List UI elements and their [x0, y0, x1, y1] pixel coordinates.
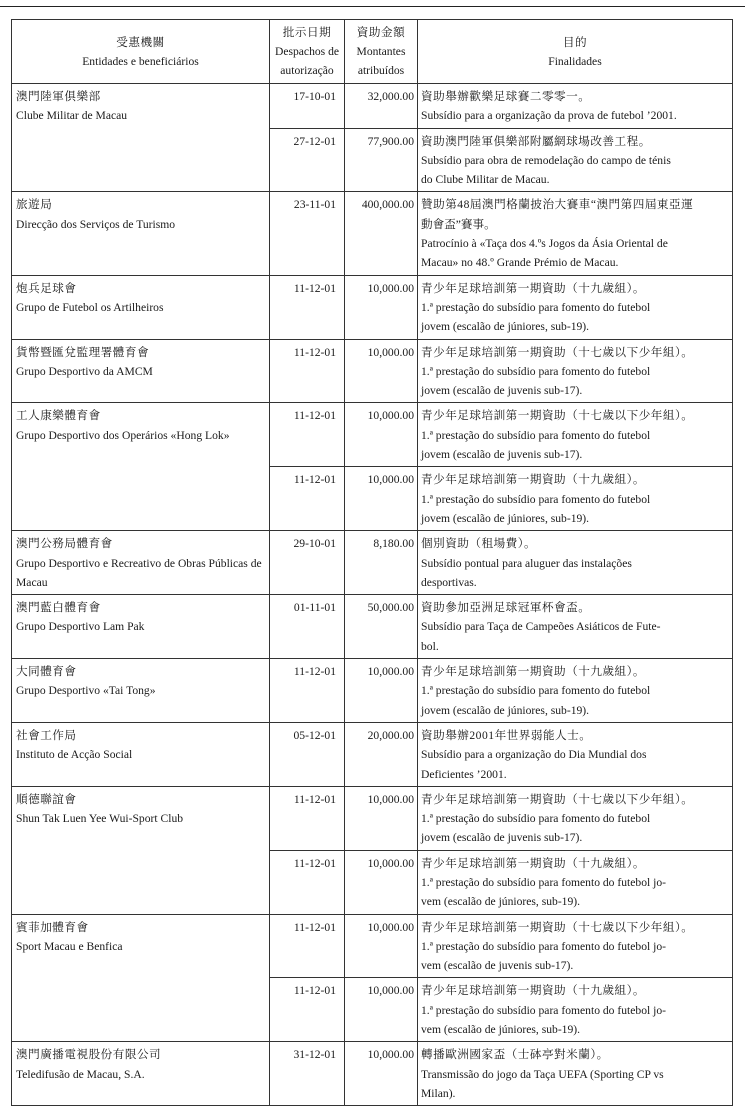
entity-name-pt: Shun Tak Luen Yee Wui-Sport Club [16, 812, 184, 826]
header-amount-zh: 資助金額 [356, 26, 406, 39]
header-date [270, 20, 345, 84]
purpose-line: 資助澳門陸軍俱樂部附屬網球場改善工程。 [421, 134, 651, 148]
entity-cell [12, 1042, 270, 1106]
entity-name-zh: 貨幣暨匯兌監理署體育會 [16, 345, 150, 359]
purpose-line: vem (escalão de juvenis sub-17). [421, 959, 574, 973]
date-cell: 11-12-01 [270, 467, 345, 531]
entity-cell [12, 659, 270, 723]
header-entity [12, 20, 270, 84]
entity-name-pt: Direcção dos Serviços de Turismo [16, 217, 176, 231]
purpose-line: jovem (escalão de júniores, sub-19). [421, 320, 590, 334]
table-row [12, 1042, 733, 1106]
date-cell: 11-12-01 [270, 978, 345, 1042]
amount-cell: 8,180.00 [345, 531, 418, 595]
table-row [12, 84, 733, 129]
purpose-line: vem (escalão de júniores, sub-19). [421, 895, 581, 909]
purpose-line: desportivas. [421, 575, 477, 589]
entity-name-zh: 工人康樂體育會 [16, 409, 101, 423]
purpose-line: Subsídio para a organização da prova de futebol ’2001. [421, 109, 677, 123]
entity-name-zh: 炮兵足球會 [16, 281, 77, 295]
header-amount [345, 20, 418, 84]
header-date-pt1: Despachos de [274, 45, 340, 58]
date-cell: 11-12-01 [270, 403, 345, 467]
purpose-line: Transmissão do jogo da Taça UEFA (Sporting CP vs [421, 1067, 664, 1081]
date-cell: 11-12-01 [270, 659, 345, 723]
amount-cell: 77,900.00 [345, 128, 418, 192]
purpose-line: 1.ª prestação do subsídio para fomento do futebol [421, 812, 651, 826]
date-cell: 27-12-01 [270, 128, 345, 192]
date-cell: 11-12-01 [270, 339, 345, 403]
table-row [12, 786, 733, 850]
amount-cell: 10,000.00 [345, 1042, 418, 1106]
header-date-zh: 批示日期 [282, 26, 332, 39]
table-row [12, 595, 733, 659]
purpose-line: 1.ª prestação do subsídio para fomento do futebol [421, 300, 651, 314]
purpose-line: 贊助第48屆澳門格蘭披治大賽車“澳門第四屆東亞運 [421, 198, 694, 212]
entity-name-pt: Clube Militar de Macau [16, 109, 128, 123]
entity-name-pt: Grupo de Futebol os Artilheiros [16, 300, 164, 314]
purpose-cell [418, 339, 733, 403]
purpose-line: 資助參加亞洲足球冠軍杯會盃。 [421, 601, 591, 615]
purpose-line: Patrocínio à «Taça dos 4.ºs Jogos da Ásia Oriental de [421, 237, 668, 251]
entity-cell [12, 192, 270, 275]
subsidy-table [11, 19, 733, 1106]
purpose-line: 青少年足球培訓第一期資助（十九歲組）。 [421, 281, 645, 295]
purpose-cell [418, 275, 733, 339]
purpose-line: jovem (escalão de juvenis sub-17). [421, 448, 583, 462]
purpose-line: 資助舉辦2001年世界弱能人士。 [421, 728, 592, 742]
purpose-cell [418, 978, 733, 1042]
purpose-line: 青少年足球培訓第一期資助（十九歲組）。 [421, 665, 645, 679]
purpose-line: 1.ª prestação do subsídio para fomento do futebol jo- [421, 875, 666, 889]
purpose-line: 青少年足球培訓第一期資助（十七歲以下少年組）。 [421, 792, 694, 806]
entity-name-zh: 旅遊局 [16, 198, 53, 212]
entity-name-zh: 澳門藍白體育會 [16, 601, 101, 615]
purpose-line: Subsídio para a organização do Dia Mundial dos [421, 748, 647, 762]
entity-name-pt: Grupo Desportivo dos Operários «Hong Lok» [16, 428, 230, 442]
amount-cell: 10,000.00 [345, 850, 418, 914]
table-row [12, 659, 733, 723]
table-row [12, 914, 733, 978]
entity-cell [12, 595, 270, 659]
table-row [12, 403, 733, 467]
date-cell: 11-12-01 [270, 914, 345, 978]
entity-cell [12, 914, 270, 1042]
purpose-line: 1.ª prestação do subsídio para fomento do futebol jo- [421, 939, 666, 953]
purpose-line: 轉播歐洲國家盃（士砵亭對米蘭）。 [421, 1048, 609, 1062]
header-purpose-pt: Finalidades [548, 54, 602, 68]
entity-name-zh: 澳門陸軍俱樂部 [16, 90, 101, 103]
amount-cell: 10,000.00 [345, 659, 418, 723]
entity-cell [12, 275, 270, 339]
purpose-cell [418, 192, 733, 275]
table-row [12, 192, 733, 275]
purpose-line: 青少年足球培訓第一期資助（十九歲組）。 [421, 984, 645, 998]
entity-name-zh: 社會工作局 [16, 728, 77, 742]
header-amount-pt2: atribuídos [357, 64, 405, 77]
purpose-line: jovem (escalão de juvenis sub-17). [421, 831, 583, 845]
table-row [12, 722, 733, 786]
date-cell: 11-12-01 [270, 275, 345, 339]
amount-cell: 10,000.00 [345, 339, 418, 403]
date-cell: 29-10-01 [270, 531, 345, 595]
header-purpose [418, 20, 733, 84]
entity-name-pt: Sport Macau e Benfica [16, 939, 123, 953]
entity-name-pt: Grupo Desportivo da AMCM [16, 364, 153, 378]
purpose-cell [418, 914, 733, 978]
entity-name-pt: Grupo Desportivo «Tai Tong» [16, 684, 156, 698]
purpose-line: 資助舉辦歡樂足球賽二零零一。 [421, 90, 591, 103]
purpose-cell [418, 659, 733, 723]
entity-cell [12, 403, 270, 531]
table-body [12, 84, 733, 1106]
date-cell: 11-12-01 [270, 786, 345, 850]
purpose-cell [418, 84, 733, 129]
entity-name-pt: Grupo Desportivo Lam Pak [16, 620, 145, 634]
purpose-line: 動會盃”賽事。 [421, 217, 496, 231]
purpose-cell [418, 595, 733, 659]
purpose-cell [418, 467, 733, 531]
purpose-cell [418, 722, 733, 786]
purpose-line: do Clube Militar de Macau. [421, 173, 550, 187]
purpose-line: 青少年足球培訓第一期資助（十七歲以下少年組）。 [421, 345, 694, 359]
purpose-line: Milan). [421, 1086, 456, 1100]
purpose-line: 個別資助（租場費）。 [421, 537, 537, 551]
entity-cell [12, 786, 270, 914]
header-purpose-zh: 目的 [562, 35, 588, 49]
purpose-line: 青少年足球培訓第一期資助（十七歲以下少年組）。 [421, 920, 694, 934]
table-header-row [12, 20, 733, 84]
entity-cell [12, 339, 270, 403]
purpose-line: vem (escalão de júniores, sub-19). [421, 1023, 581, 1037]
entity-name-zh: 順德聯誼會 [16, 792, 77, 806]
amount-cell: 50,000.00 [345, 595, 418, 659]
header-amount-pt1: Montantes [356, 45, 406, 58]
purpose-line: 1.ª prestação do subsídio para fomento do futebol jo- [421, 1003, 666, 1017]
amount-cell: 10,000.00 [345, 403, 418, 467]
date-cell: 01-11-01 [270, 595, 345, 659]
entity-name-pt: Grupo Desportivo e Recreativo de Obras Públicas de Macau [16, 556, 262, 589]
amount-cell: 10,000.00 [345, 467, 418, 531]
purpose-line: Subsídio para Taça de Campeões Asiáticos de Fute- [421, 620, 661, 634]
amount-cell: 10,000.00 [345, 786, 418, 850]
header-entity-pt: Entidades e beneficiários [82, 54, 199, 68]
header-entity-zh: 受惠機關 [116, 35, 165, 49]
table-row [12, 275, 733, 339]
entity-cell [12, 531, 270, 595]
entity-name-zh: 澳門公務局體育會 [16, 537, 113, 551]
amount-cell: 400,000.00 [345, 192, 418, 275]
entity-name-zh: 澳門廣播電視股份有限公司 [16, 1048, 162, 1062]
purpose-line: 1.ª prestação do subsídio para fomento do futebol [421, 364, 651, 378]
entity-name-zh: 大同體育會 [16, 665, 77, 679]
purpose-line: bol. [421, 639, 439, 653]
purpose-cell [418, 786, 733, 850]
purpose-cell [418, 1042, 733, 1106]
purpose-line: Deficientes ’2001. [421, 767, 507, 781]
purpose-line: 青少年足球培訓第一期資助（十九歲組）。 [421, 856, 645, 870]
purpose-line: 青少年足球培訓第一期資助（十七歲以下少年組）。 [421, 409, 694, 423]
amount-cell: 10,000.00 [345, 275, 418, 339]
purpose-line: 青少年足球培訓第一期資助（十九歲組）。 [421, 473, 645, 487]
amount-cell: 20,000.00 [345, 722, 418, 786]
purpose-cell [418, 531, 733, 595]
purpose-line: jovem (escalão de júniores, sub-19). [421, 703, 590, 717]
purpose-line: jovem (escalão de júniores, sub-19). [421, 511, 590, 525]
date-cell: 17-10-01 [270, 84, 345, 129]
purpose-cell [418, 128, 733, 192]
date-cell: 11-12-01 [270, 850, 345, 914]
entity-name-zh: 賓菲加體育會 [16, 920, 89, 934]
header-date-pt2: autorização [280, 64, 334, 77]
purpose-line: jovem (escalão de juvenis sub-17). [421, 384, 583, 398]
entity-name-pt: Instituto de Acção Social [16, 748, 133, 762]
purpose-line: 1.ª prestação do subsídio para fomento do futebol [421, 428, 651, 442]
entity-name-pt: Teledifusão de Macau, S.A. [16, 1067, 145, 1081]
amount-cell: 32,000.00 [345, 84, 418, 129]
purpose-cell [418, 850, 733, 914]
table-row [12, 339, 733, 403]
entity-cell [12, 84, 270, 192]
purpose-line: 1.ª prestação do subsídio para fomento do futebol [421, 492, 651, 506]
date-cell: 31-12-01 [270, 1042, 345, 1106]
date-cell: 05-12-01 [270, 722, 345, 786]
purpose-line: Macau» no 48.º Grande Prémio de Macau. [421, 256, 619, 270]
purpose-line: Subsídio para obra de remodelação do campo de ténis [421, 153, 671, 167]
entity-cell [12, 722, 270, 786]
purpose-line: 1.ª prestação do subsídio para fomento do futebol [421, 684, 651, 698]
amount-cell: 10,000.00 [345, 978, 418, 1042]
purpose-cell [418, 403, 733, 467]
purpose-line: Subsídio pontual para aluguer das instalações [421, 556, 632, 570]
top-rule [0, 6, 745, 7]
date-cell: 23-11-01 [270, 192, 345, 275]
table-row [12, 531, 733, 595]
amount-cell: 10,000.00 [345, 914, 418, 978]
